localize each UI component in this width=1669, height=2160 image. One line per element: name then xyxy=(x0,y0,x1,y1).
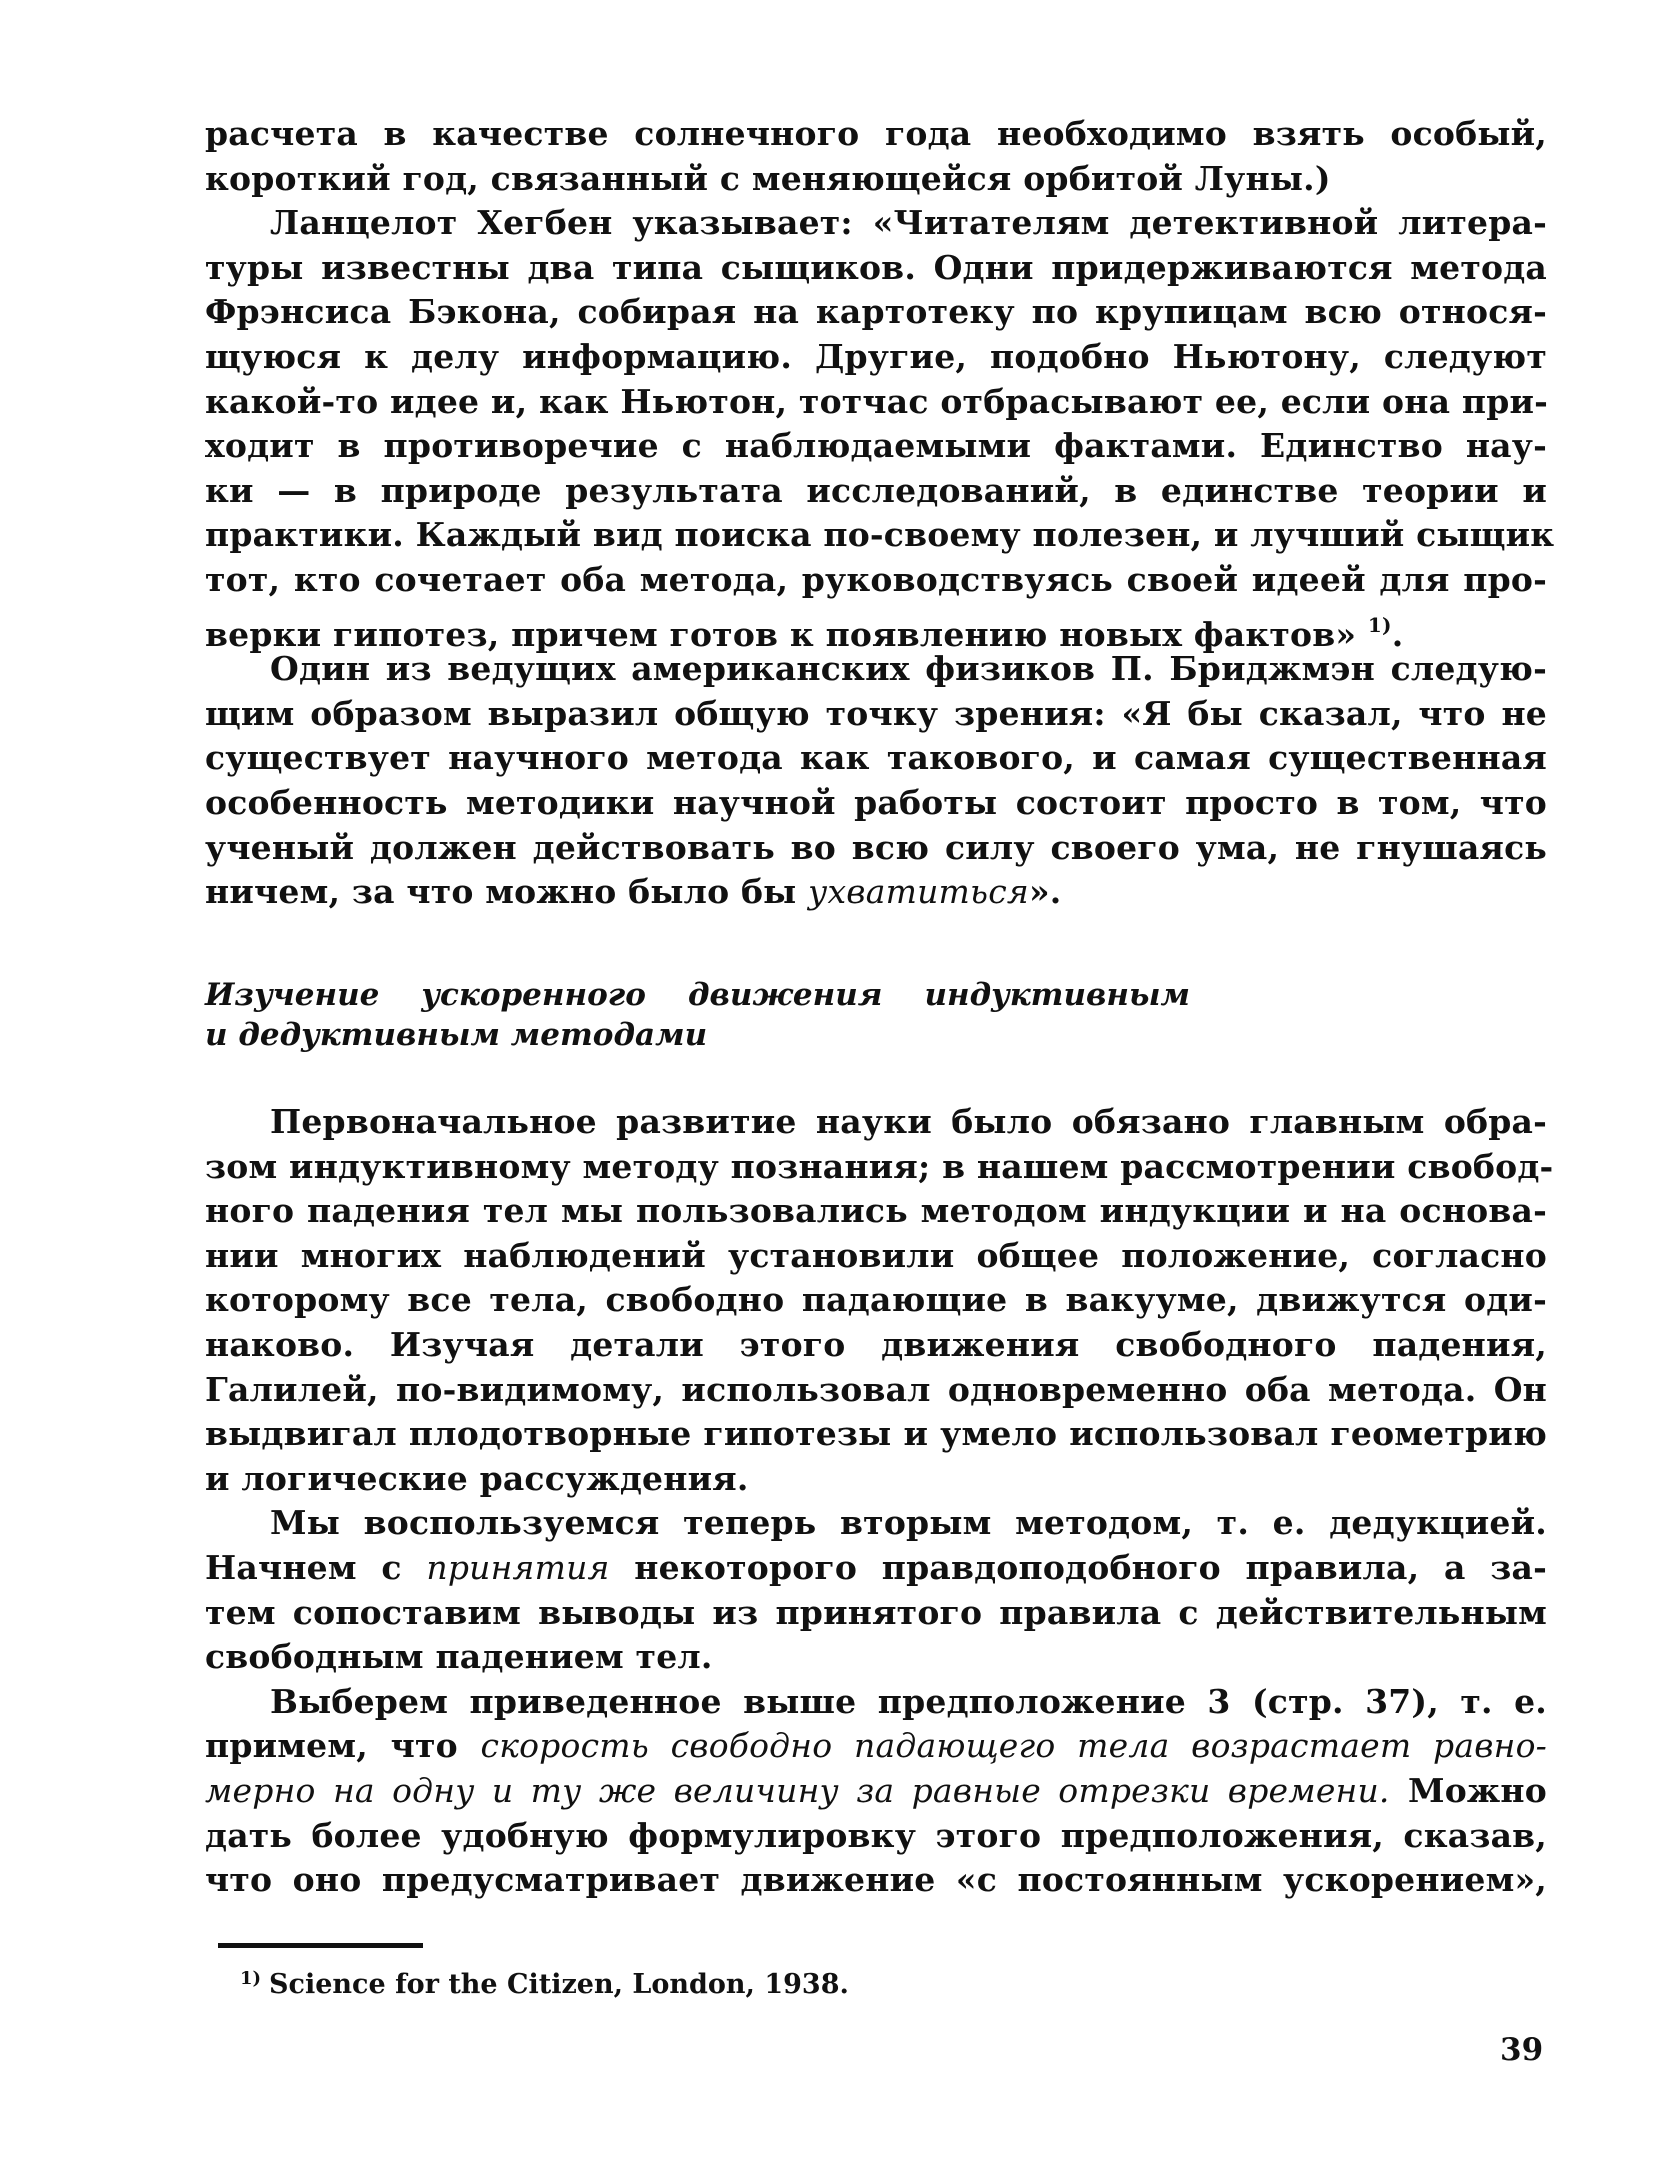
text-line: выдвигал плодотворные гипотезы и умело использовал геометрию xyxy=(205,1414,1547,1454)
paragraph-induction xyxy=(205,1100,1554,1501)
text-segment: верки гипотез, причем готов к появлению новых фактов» xyxy=(205,614,1357,654)
text-segment: Можно xyxy=(1389,1770,1547,1810)
text-line: ходит в противоречие с наблюдаемыми фактами. Единство нау- xyxy=(205,426,1547,466)
text-line: практики. Каждый вид поиска по-своему полезен, и лучший сыщик xyxy=(205,515,1555,555)
text-line: короткий год, связанный с меняющейся орбитой Луны.) xyxy=(205,158,1331,198)
text-line: зом индуктивному методу познания; в нашем рассмотрении свобод- xyxy=(205,1146,1554,1186)
text-line xyxy=(205,870,1547,915)
footnote-divider xyxy=(218,1943,423,1948)
paragraph-assumption xyxy=(205,1680,1547,1903)
italic-text: принятия xyxy=(426,1547,610,1587)
text-line: Галилей, по-видимому, использовал одновременно оба метода. Он xyxy=(205,1369,1547,1409)
italic-text: скорость свободно падающего тела возрастает равно- xyxy=(480,1726,1547,1766)
text-line: туры известны два типа сыщиков. Одни придерживаются метода xyxy=(205,247,1547,287)
text-line: которому все тела, свободно падающие в вакууме, движутся оди- xyxy=(205,1280,1547,1320)
paragraph-continuation xyxy=(205,112,1547,201)
text-line: нии многих наблюдений установили общее положение, согласно xyxy=(205,1235,1547,1275)
paragraph-bridgman-quote xyxy=(205,647,1547,915)
text-line: тем сопоставим выводы из принятого правила с действительным xyxy=(205,1592,1547,1632)
footnote-text: Science for the Citizen, London, 1938. xyxy=(269,1969,849,2000)
text-line: Один из ведущих американских физиков П. Бриджмэн следую- xyxy=(270,649,1547,689)
footnote-marker: 1) xyxy=(240,1968,262,1989)
text-line: особенность методики научной работы состоит просто в том, что xyxy=(205,782,1547,822)
italic-text: мерно на одну и ту же величину за равные отрезки времени. xyxy=(205,1770,1390,1810)
text-line: Первоначальное развитие науки было обязано главным обра- xyxy=(270,1102,1547,1141)
text-line: и логические рассуждения. xyxy=(205,1458,749,1498)
paragraph-deduction xyxy=(205,1501,1547,1679)
text-segment: . xyxy=(1391,614,1404,654)
italic-text: ухватиться xyxy=(808,872,1029,912)
text-line: ки — в природе результата исследований, в единстве теории и xyxy=(205,470,1547,510)
text-line xyxy=(205,1546,1547,1591)
text-line: наково. Изучая детали этого движения свободного падения, xyxy=(205,1324,1547,1364)
paragraph-hogben-quote xyxy=(205,201,1555,654)
text-segment: Начнем с xyxy=(205,1547,427,1587)
text-line: свободным падением тел. xyxy=(205,1637,713,1677)
text-line xyxy=(205,603,1547,654)
text-segment: ». xyxy=(1028,872,1062,912)
text-line: существует научного метода как такового, и самая существенная xyxy=(205,738,1547,778)
text-line: щуюся к делу информацию. Другие, подобно Ньютону, следуют xyxy=(205,336,1547,376)
text-segment: примем, что xyxy=(205,1726,481,1766)
text-line xyxy=(205,1724,1547,1769)
text-line: ного падения тел мы пользовались методом индукции и на основа- xyxy=(205,1191,1547,1231)
text-line xyxy=(205,1769,1547,1814)
page-number: 39 xyxy=(1500,2032,1544,2068)
text-line: тот, кто сочетает оба метода, руководствуясь своей идеей для про- xyxy=(205,559,1547,599)
page-body-top xyxy=(205,112,1555,915)
text-line: щим образом выразил общую точку зрения: «Я бы сказал, что не xyxy=(205,693,1547,733)
footnote xyxy=(240,1968,849,2000)
text-line: что оно предусматривает движение «с постоянным ускорением», xyxy=(205,1860,1547,1900)
text-line: ученый должен действовать во всю силу своего ума, не гнушаясь xyxy=(205,827,1547,867)
text-line: Ланцелот Хегбен указывает: «Читателям детективной литера- xyxy=(270,203,1547,243)
text-line: какой-то идее и, как Ньютон, тотчас отбрасывают ее, если она при- xyxy=(205,381,1549,421)
text-line: Выберем приведенное выше предположение 3 (стр. 37), т. е. xyxy=(270,1681,1547,1721)
text-line: расчета в качестве солнечного года необходимо взять особый, xyxy=(205,114,1547,153)
footnote-reference[interactable]: 1) xyxy=(1367,612,1392,637)
heading-line: Изучение ускоренного движения индуктивным xyxy=(205,977,1190,1013)
heading-line: и дедуктивным методами xyxy=(205,1017,708,1053)
section-heading xyxy=(205,975,1205,1055)
text-line: дать более удобную формулировку этого предположения, сказав, xyxy=(205,1815,1547,1855)
text-segment: ничем, за что можно было бы xyxy=(205,872,809,912)
text-line: Мы воспользуемся теперь вторым методом, т. е. дедукцией. xyxy=(270,1503,1547,1543)
text-segment: некоторого правдоподобного правила, а за- xyxy=(609,1547,1547,1587)
page-body-section xyxy=(205,1100,1554,1903)
text-line: Фрэнсиса Бэкона, собирая на картотеку по крупицам всю относя- xyxy=(205,292,1547,332)
